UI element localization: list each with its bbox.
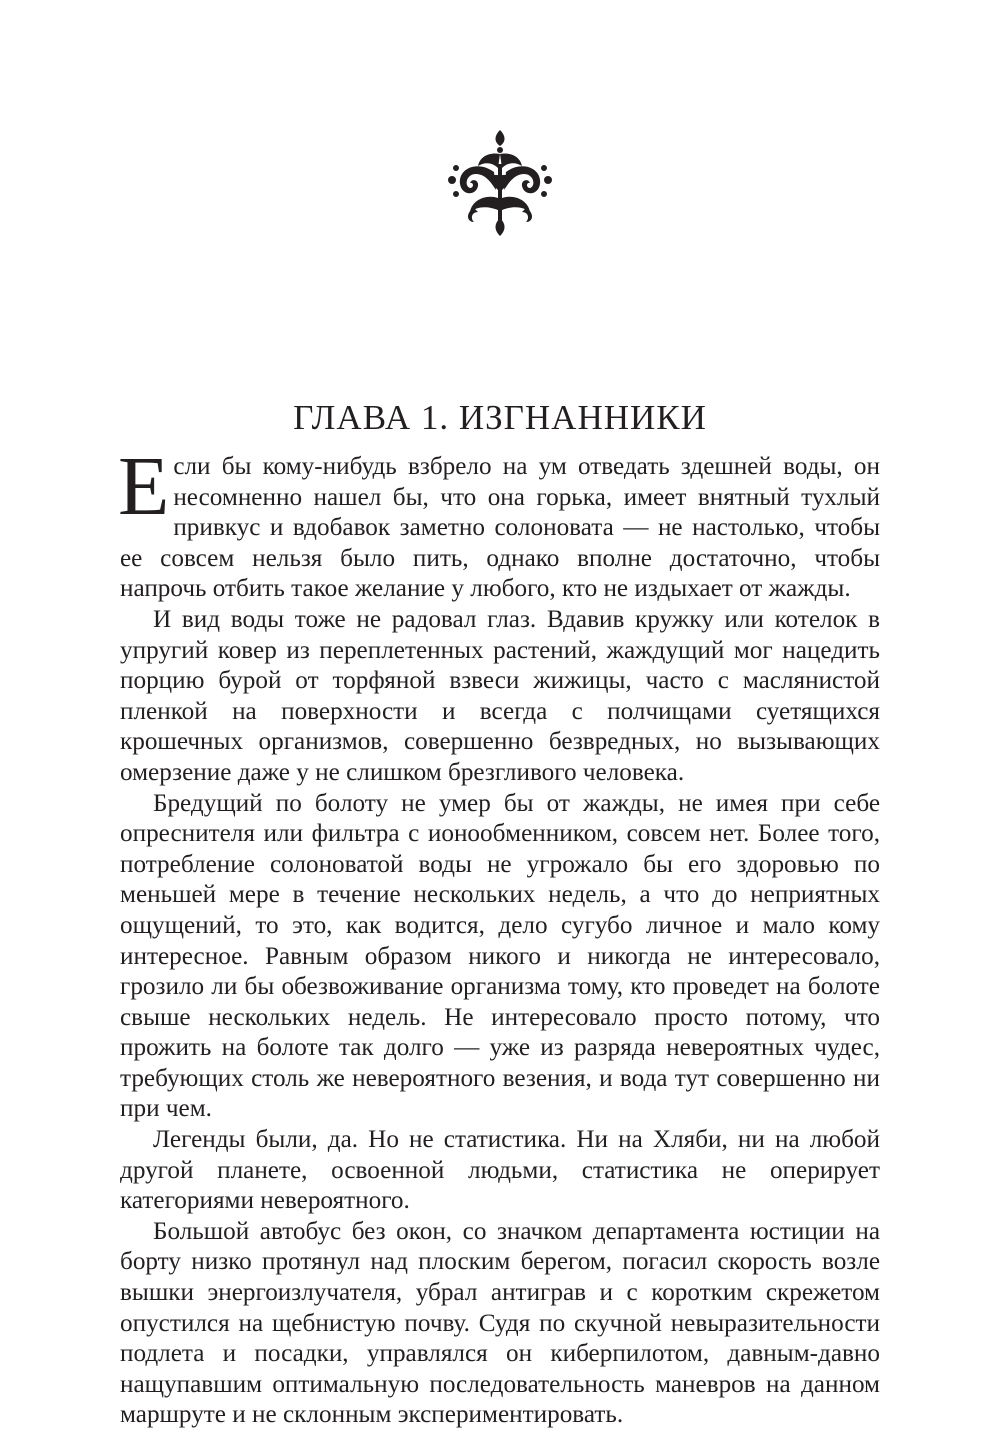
paragraph-1 xyxy=(118,440,880,605)
paragraph-2: И вид воды тоже не радовал глаз. Вдавив кружку или котелок в упругий ковер из переплетенных растений, жаждущий мог нацедить порцию бурой от торфяной взвеси жижицы, часто с маслянистой пленкой на поверхности и всегда с полчищами суетящихся крошечных организмов, совершенно безвредных, но вызывающих омерзение даже у не слишком брезгливого человека. xyxy=(120,605,880,786)
paragraph-1-text: сли бы кому-нибудь взбрело на ум отведать здешней воды, он несомненно нашел бы, что она горька, имеет внятный тухлый привкус и вдобавок заметно солоновата — не настолько, чтобы ее совсем нельзя было пить, однако вполне достаточно, чтобы напрочь отбить такое желание у любого, кто не издыхает от жажды. xyxy=(120,453,880,603)
paragraph-5: Большой автобус без окон, со значком департамента юстиции на борту низко протянул над плоским берегом, погасил скорость возле вышки энергоизлучателя, убрал антиграв и с коротким скрежетом опустился на щебнистую почву. Судя по скучной невыразительности подлета и посадки, управлялся он киберпилотом, давным-давно нащупавшим оптимальную последовательность маневров на данном маршруте и не склонным экспериментировать. xyxy=(120,1217,880,1429)
paragraph-3: Бредущий по болоту не умер бы от жажды, не имея при себе опреснителя или фильтра с ионообменником, совсем нет. Более того, потребление солоноватой воды не угрожало бы его здоровью по меньшей мере в течение нескольких недель, а что до неприятных ощущений, то это, как водится, дело сугубо личное и мало кому интересное. Равным образом никого и никогда не интересовало, грозило ли бы обезвоживание организма тому, кто проведет на болоте свыше нескольких недель. Не интересовало просто потому, что прожить на болоте так долго — уже из разряда невероятных чудес, требующих столь же невероятного везения, и вода тут совершенно ни при чем. xyxy=(120,789,880,1123)
chapter-body xyxy=(118,440,880,1431)
floral-ornament-icon xyxy=(444,128,556,238)
paragraph-4: Легенды были, да. Но не статистика. Ни на Хляби, ни на любой другой планете, освоенной людьми, статистика не оперирует категориями невероятного. xyxy=(120,1126,880,1215)
chapter-title: ГЛАВА 1. ИЗГНАННИКИ xyxy=(293,398,707,437)
drop-cap: Е xyxy=(118,440,170,533)
